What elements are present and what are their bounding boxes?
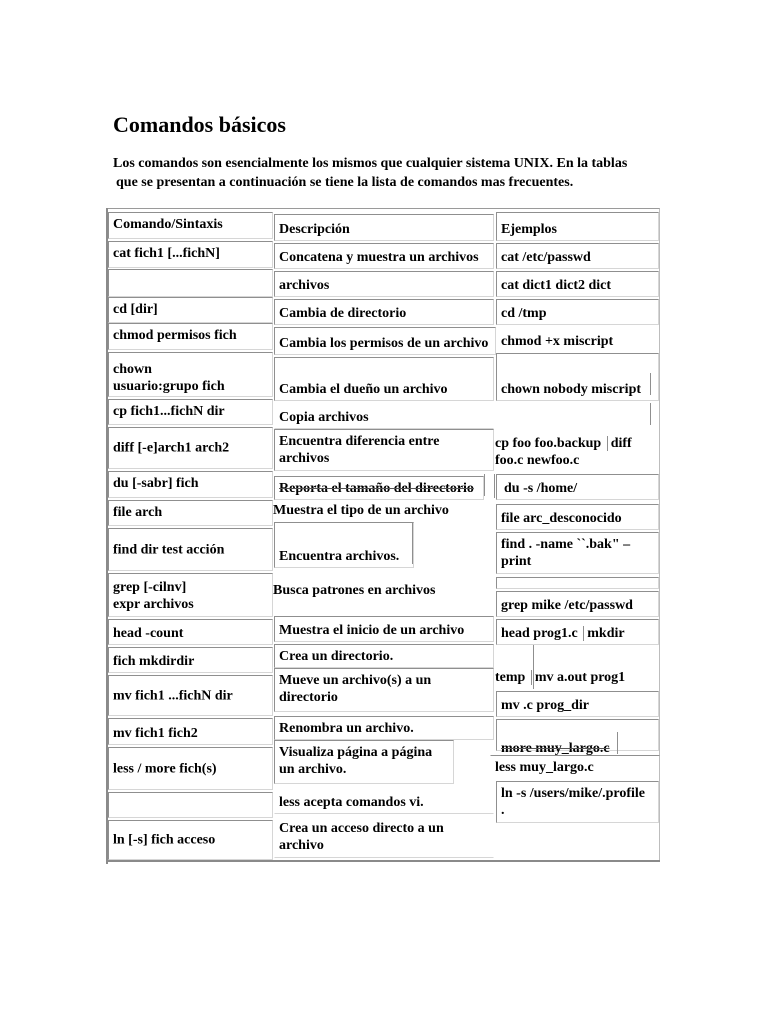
desc-cat-1: Concatena y muestra un archivos [274, 243, 494, 269]
tick-chown [650, 373, 651, 395]
cmd-cd: cd [dir] [108, 297, 273, 323]
cmd-file: file arch [108, 500, 273, 526]
cmd-less: less / more fich(s) [108, 747, 273, 790]
tick-cp [650, 403, 651, 425]
ex-more: more muy_largo.c [501, 741, 610, 756]
ex-head-mkdir: mkdir [583, 626, 624, 641]
header-description: Descripción [274, 214, 494, 241]
header-examples: Ejemplos [496, 212, 659, 241]
cmd-grep: grep [-cilnv] expr archivos [108, 573, 273, 617]
desc-mv-dir: Mueve un archivo(s) a un directorio [274, 668, 494, 712]
ex-head [496, 619, 659, 645]
cmd-du: du [-sabr] fich [108, 471, 273, 498]
ex-temp-mv: mv a.out prog1 [531, 670, 625, 685]
ex-cp-line1: cp foo foo.backup [495, 436, 602, 451]
tick-find [412, 522, 413, 564]
ex-temp-text: temp [495, 670, 526, 685]
cmd-mkdir: fich mkdirdir [108, 647, 273, 673]
cmd-ln: ln [-s] fich acceso [108, 820, 273, 860]
tick-more [617, 732, 618, 754]
ex-ln: ln -s /users/mike/.profile . [496, 781, 659, 823]
desc-mv-rename: Renombra un archivo. [274, 716, 494, 740]
cmd-empty-2 [108, 792, 273, 818]
tick-du-1 [484, 474, 485, 496]
cmd-chown: chown usuario:grupo fich [108, 352, 273, 397]
ex-chown: chown nobody miscript [496, 353, 659, 401]
ex-file: file arc_desconocido [496, 504, 659, 530]
desc-find: Encuentra archivos. [274, 522, 414, 568]
ex-cat-1: cat /etc/passwd [496, 243, 659, 269]
ex-cp-line2: foo.c newfoo.c [495, 453, 580, 468]
desc-cat-2: archivos [274, 271, 494, 297]
desc-ln: Crea un acceso directo a un archivo [274, 816, 494, 858]
header-command: Comando/Sintaxis [108, 212, 273, 239]
ex-find: find . -name ``.bak" – print [496, 532, 659, 574]
table-shadow-bottom [106, 860, 660, 862]
desc-head: Muestra el inicio de un archivo [274, 616, 494, 642]
desc-grep: Busca patrones en archivos [273, 583, 436, 598]
cmd-find: find dir test acción [108, 528, 273, 571]
desc-chmod: Cambia los permisos de un archivo [274, 327, 496, 355]
desc-diff: Encuentra diferencia entre archivos [274, 429, 494, 471]
ex-cat-2: cat dict1 dict2 dict [496, 271, 659, 297]
ex-cd: cd /tmp [496, 299, 659, 325]
ex-cp-diff: diff [607, 436, 632, 451]
desc-cd: Cambia de directorio [274, 299, 494, 325]
ex-cp [490, 429, 660, 471]
cmd-chmod: chmod permisos fich [108, 323, 273, 350]
tick-temp [533, 645, 534, 689]
intro-paragraph [113, 154, 693, 192]
ex-temp [490, 665, 660, 689]
ex-head-text: head prog1.c [501, 626, 578, 641]
desc-cp: Copia archivos [274, 403, 494, 429]
desc-chown: Cambia el dueño un archivo [274, 357, 494, 401]
cmd-cat: cat fich1 [...fichN] [108, 241, 273, 268]
cmd-mv-dir: mv fich1 ...fichN dir [108, 675, 273, 716]
ex-less: less muy_largo.c [490, 755, 660, 779]
desc-mkdir: Crea un directorio. [274, 644, 494, 668]
cmd-head: head -count [108, 619, 273, 645]
ex-grep: grep mike /etc/passwd [496, 591, 659, 617]
ex-empty [496, 577, 659, 589]
desc-less-vi: less acepta comandos vi. [274, 790, 494, 814]
desc-du: Reporta el tamaño del directorio [274, 476, 484, 500]
cmd-mv-rename: mv fich1 fich2 [108, 718, 273, 745]
intro-line-2: que se presentan a continuación se tiene la lista de comandos mas frecuentes. [116, 175, 574, 190]
cmd-empty-1 [108, 269, 273, 297]
tick-du-2 [494, 474, 495, 498]
desc-less: Visualiza página a página un archivo. [274, 740, 454, 784]
intro-line-1: Los comandos son esencialmente los mismos que cualquier sistema UNIX. En la tablas [113, 156, 628, 171]
ex-du: du -s /home/ [496, 474, 659, 500]
desc-file: Muestra el tipo de un archivo [273, 503, 449, 518]
ex-chmod: chmod +x miscript [501, 334, 614, 349]
ex-mv: mv .c prog_dir [496, 691, 659, 717]
cmd-cp: cp fich1...fichN dir [108, 399, 273, 425]
cmd-diff: diff [-e]arch1 arch2 [108, 427, 273, 469]
page-title: Comandos básicos [113, 112, 286, 137]
